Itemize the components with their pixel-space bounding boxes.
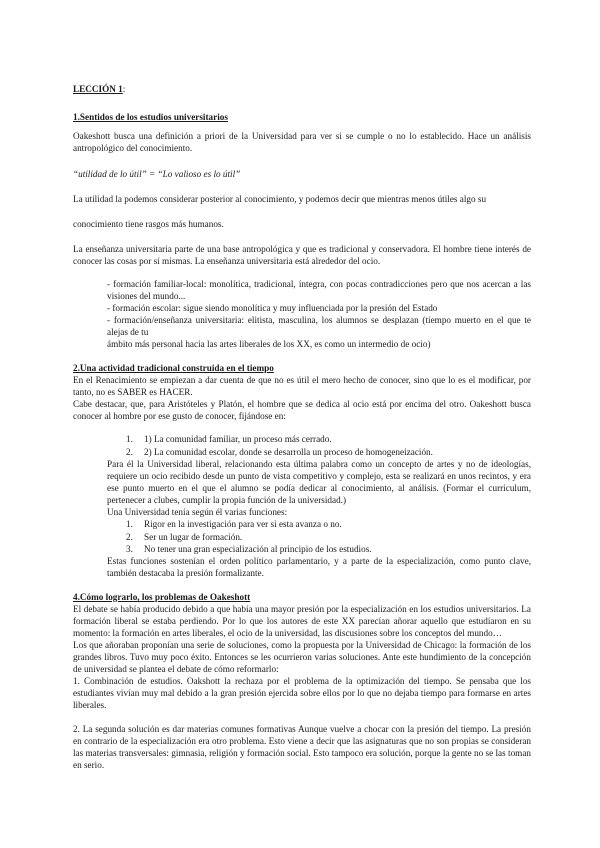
numbered-item bbox=[126, 518, 342, 530]
section-2-paragraph-5: Estas funciones sostenían el orden político parlamentario, y a parte de la especialización, como punto clave, también destacaba la presión formalizante. bbox=[107, 556, 531, 578]
lesson-title bbox=[73, 83, 125, 95]
section-2-paragraph-1: En el Renacimiento se empiezan a dar cuenta de que no es útil el mero hecho de conocer, sino que lo es el modificar, por tanto, no es SABER es HACER. bbox=[73, 375, 531, 397]
numbered-item bbox=[126, 446, 433, 458]
numbered-item bbox=[126, 433, 332, 445]
section-1-paragraph-3: conocimiento tiene rasgos más humanos. bbox=[73, 219, 224, 229]
lesson-title-colon: : bbox=[122, 84, 126, 94]
item-text: 2) La comunidad escolar, donde se desarrolla un proceso de homogeneización. bbox=[144, 447, 433, 457]
section-1-paragraph-2: La utilidad la podemos considerar posterior al conocimiento, y podemos decir que mientras menos útiles algo su bbox=[73, 194, 487, 204]
section-2-paragraph-3: Para él la Universidad liberal, relacionando esta última palabra como un concepto de artes y no de ideologías, requiere un ocio recibido desde un punto de vista competitivo y complejo, esta se realizará en unos recintos, y era ese punto muerto en el que el alumno se podía dedicar al conocimiento, al análisis. (Formar el currículum, pertenecer a clubes, cumplir la propia función de la universidad.) bbox=[107, 459, 531, 505]
numbered-item bbox=[126, 543, 372, 555]
bullet-item: - formación familiar-local: monolítica, tradicional, íntegra, con pocas contradicciones pero que nos acercan a las visiones del mundo... bbox=[107, 279, 531, 301]
numbered-item bbox=[126, 531, 242, 543]
section-1-paragraph-1: Oakeshott busca una definición a priori de la Universidad para ver si se cumple o no lo establecido. Hace un análisis antropológico del conocimiento. bbox=[73, 131, 531, 153]
section-1-heading: 1.Sentidos de los estudios universitarios bbox=[73, 112, 228, 122]
item-text: Rigor en la investigación para ver si esta avanza o no. bbox=[144, 519, 342, 529]
item-number: 1. bbox=[126, 519, 133, 529]
item-number: 2. bbox=[126, 532, 133, 542]
section-2-heading: 2.Una actividad tradicional construida en el tiempo bbox=[73, 363, 274, 373]
section-4-paragraph-2: Los que añoraban proponían una serie de soluciones, como la propuesta por la Universidad de Chicago: la formación de los grandes libros. Tuvo muy poco éxito. Entonces se les ocurrieron varias soluciones. Ante este hundimiento de la concepción de universidad se plantea el debate de cómo reformarlo: bbox=[73, 640, 531, 674]
section-4-paragraph-1: El debate se había producido debido a que había una mayor presión por la especialización en los estudios universitarios. La formación liberal se estaba perdiendo. Por lo que los autores de este XX parecían añorar aquello que estudiaron en su momento: la formación en artes liberales, el ocio de la universidad, las discusiones sobre los conceptos del mundo… bbox=[73, 604, 531, 638]
item-text: No tener una gran especialización al principio de los estudios. bbox=[144, 544, 372, 554]
item-number: 3. bbox=[126, 544, 133, 554]
item-number: 2. bbox=[126, 447, 133, 457]
section-1-paragraph-4: La enseñanza universitaria parte de una base antropológica y que es tradicional y conservadora. El hombre tiene interés de conocer las cosas por sí mismas. La enseñanza universitaria está alrededor del ocio. bbox=[73, 244, 531, 266]
item-text: 1) La comunidad familiar, un proceso más cerrado. bbox=[144, 434, 332, 444]
section-1-quote: “utilidad de lo útil” = “Lo valioso es lo útil” bbox=[73, 169, 241, 179]
item-text: Ser un lugar de formación. bbox=[144, 532, 243, 542]
section-2-paragraph-2: Cabe destacar, que, para Aristóteles y Platón, el hombre que se dedica al ocio está por encima del otro. Oakeshott busca conocer al hombre por ese gusto de conocer, fijándose en: bbox=[73, 399, 531, 421]
section-4-paragraph-3: 1. Combinación de estudios. Oakshott la rechaza por el problema de la optimización del tiempo. Se pensaba que los estudiantes vivían muy mal debido a la gran presión ejercida sobre ellos por lo que no dejaba tiempo para formarse en artes liberales. bbox=[73, 676, 531, 710]
section-4-heading: 4.Cómo lograrlo, los problemas de Oakeshott bbox=[73, 592, 251, 602]
section-2-paragraph-4: Una Universidad tenía según él varias funciones: bbox=[107, 507, 288, 517]
bullet-item-tail: ámbito más personal hacia las artes liberales de los XX, es como un intermedio de ocio) bbox=[107, 339, 431, 349]
bullet-item: - formación escolar: sigue siendo monolítica y muy influenciada por la presión del Estado bbox=[107, 303, 438, 313]
lesson-title-text: LECCIÓN 1 bbox=[73, 84, 123, 94]
item-number: 1. bbox=[126, 434, 133, 444]
section-4-paragraph-4: 2. La segunda solución es dar materias comunes formativas Aunque vuelve a chocar con la presión del tiempo. La presión en contrario de la especialización era otro problema. Esto viene a decir que las asignaturas que no son propias se consideran las materias transversales: gimnasia, religión y formación social. Esto tampoco era solución, porque la gente no se las toman en serio. bbox=[73, 724, 531, 770]
bullet-item: - formación/enseñanza universitaria: elitista, masculina, los alumnos se desplazan (tiempo muerto en el que te alejas de tu bbox=[107, 315, 531, 337]
